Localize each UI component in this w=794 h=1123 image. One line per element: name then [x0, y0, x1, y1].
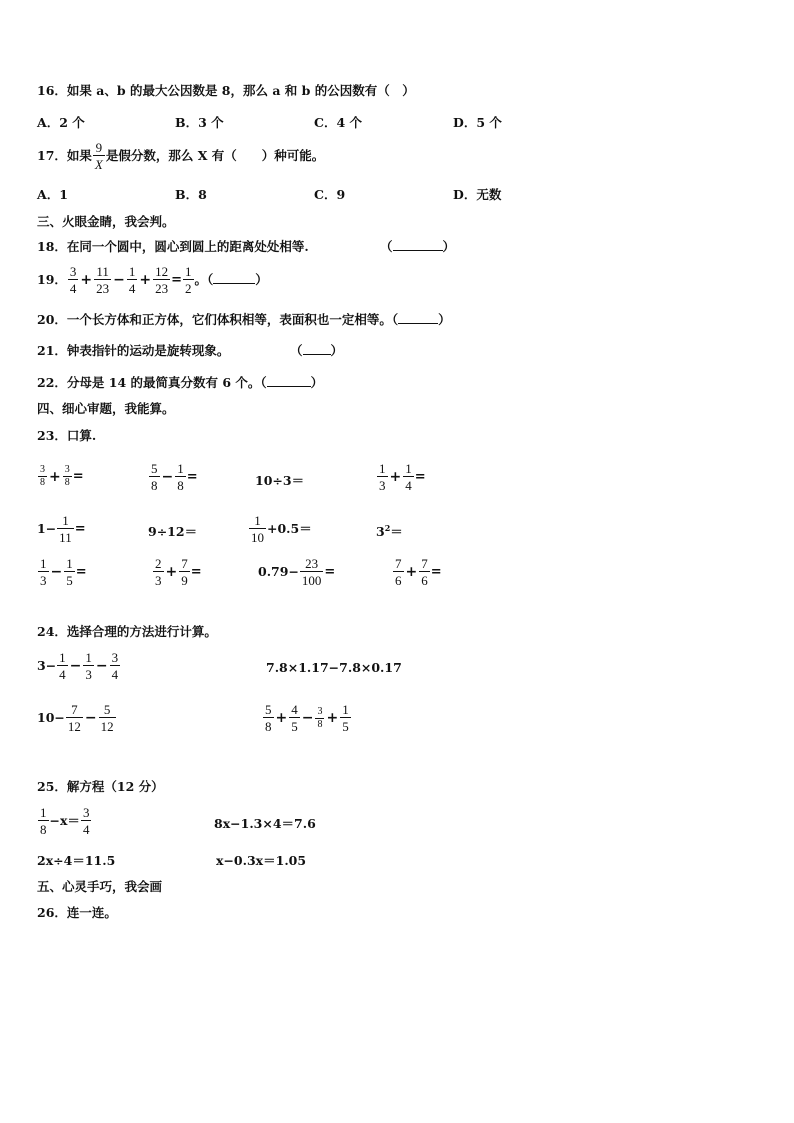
- q17-fraction: $\frac{9}{X}$: [94, 140, 103, 172]
- fraction: $\frac{1}{2}$: [185, 264, 192, 296]
- q17-option-a: A．1: [37, 187, 68, 202]
- q24-expression-2: 7.8×1.17−7.8×0.17: [266, 660, 402, 675]
- q21-answer-blank[interactable]: （ ）: [290, 343, 344, 358]
- q25-equation-2: 8x−1.3×4＝7.6: [214, 816, 316, 831]
- q25-equation-4: x−0.3x＝1.05: [216, 853, 307, 868]
- q25-equation-3: 2x÷4＝11.5: [37, 853, 116, 868]
- q24-expression-3: 10− $\frac{7}{12}$ − $\frac{5}{12}$: [37, 702, 114, 734]
- fraction: $\frac{3}{4}$: [69, 264, 77, 296]
- q18-text: 18．在同一个圆中，圆心到圆上的距离处处相等.: [37, 239, 309, 254]
- q24-expression-1: 3− $\frac{1}{4}$ − $\frac{1}{3}$ − $\frac{3}{4}$: [37, 650, 119, 682]
- q17-option-c: C．9: [314, 187, 346, 202]
- q23-item-r3c3: 0.79− $\frac{23}{100}$ =: [258, 556, 336, 588]
- q23-item-r3c4: $\frac{7}{6}$ + $\frac{7}{6}$ =: [395, 556, 442, 588]
- q23-item-r1c4: $\frac{1}{3}$ + $\frac{1}{4}$ =: [379, 461, 426, 493]
- q23-item-r2c2: 9÷12＝: [148, 524, 198, 539]
- q22-answer-blank[interactable]: [267, 386, 311, 387]
- q20-answer-blank[interactable]: [398, 323, 438, 324]
- q24-title: 24．选择合理的方法进行计算。: [37, 624, 217, 639]
- q26-text: 26．连一连。: [37, 905, 117, 920]
- q17-option-d: D．无数: [453, 187, 502, 202]
- q22-text: 22．分母是 14 的最简真分数有 6 个。（ ）: [37, 375, 324, 390]
- q17-suffix: 是假分数，那么 X 有（ ）种可能。: [105, 147, 325, 163]
- q23-item-r1c3: 10÷3＝: [255, 473, 305, 488]
- q19-expression: 19． $\frac{3}{4}$ + $\frac{11}{23}$ − $\frac{1}{4}$ + $\frac{12}{23}$ = $\frac{1}{2}$ 。（ ）: [37, 264, 268, 296]
- q23-title: 23．口算.: [37, 428, 97, 443]
- q23-item-r2c1: 1− $\frac{1}{11}$ =: [37, 513, 86, 545]
- q19-answer-blank[interactable]: [213, 283, 255, 284]
- section-4-heading: 四、细心审题，我能算。: [37, 401, 175, 416]
- q23-item-r3c1: $\frac{1}{3}$ − $\frac{1}{5}$ =: [40, 556, 87, 588]
- q24-expression-4: $\frac{5}{8}$ + $\frac{4}{5}$ − $\frac{3}{8}$ + $\frac{1}{5}$: [265, 702, 349, 734]
- q23-item-r2c4: $3^2=$: [376, 523, 403, 540]
- section-5-heading: 五、心灵手巧，我会画: [37, 879, 163, 894]
- q23-item-r1c2: $\frac{5}{8}$ − $\frac{1}{8}$ =: [151, 461, 198, 493]
- fraction: $\frac{12}{23}$: [155, 264, 169, 296]
- q23-item-r3c2: $\frac{2}{3}$ + $\frac{7}{9}$ =: [155, 556, 202, 588]
- fraction: $\frac{11}{23}$: [96, 264, 110, 296]
- q16-option-a: A．2 个: [37, 115, 85, 130]
- q21-text: 21．钟表指针的运动是旋转现象。: [37, 343, 230, 358]
- q23-item-r1c1: $\frac{3}{8}$ + $\frac{3}{8}$ =: [40, 464, 84, 488]
- q16-option-c: C．4 个: [314, 115, 362, 130]
- q16-option-b: B．3 个: [175, 115, 224, 130]
- q17-stem: [37, 141, 324, 171]
- q17-option-b: B．8: [175, 187, 207, 202]
- q16-option-d: D．5 个: [453, 115, 502, 130]
- q16-stem: 16．如果 a、b 的最大公因数是 8，那么 a 和 b 的公因数有（ ）: [37, 83, 415, 98]
- fraction: $\frac{1}{4}$: [128, 264, 136, 296]
- q18-answer-blank[interactable]: （ ）: [380, 239, 456, 254]
- q23-item-r2c3: $\frac{1}{10}$ +0.5＝: [251, 513, 312, 545]
- q17-prefix: 17．如果: [37, 147, 92, 163]
- section-3-heading: 三、火眼金睛，我会判。: [37, 214, 175, 229]
- q25-title: 25．解方程（12 分）: [37, 779, 164, 794]
- q20-text: 20．一个长方体和正方体，它们体积相等，表面积也一定相等。（ ）: [37, 312, 451, 327]
- q25-equation-1: $\frac{1}{8}$ −x＝ $\frac{3}{4}$: [40, 805, 90, 837]
